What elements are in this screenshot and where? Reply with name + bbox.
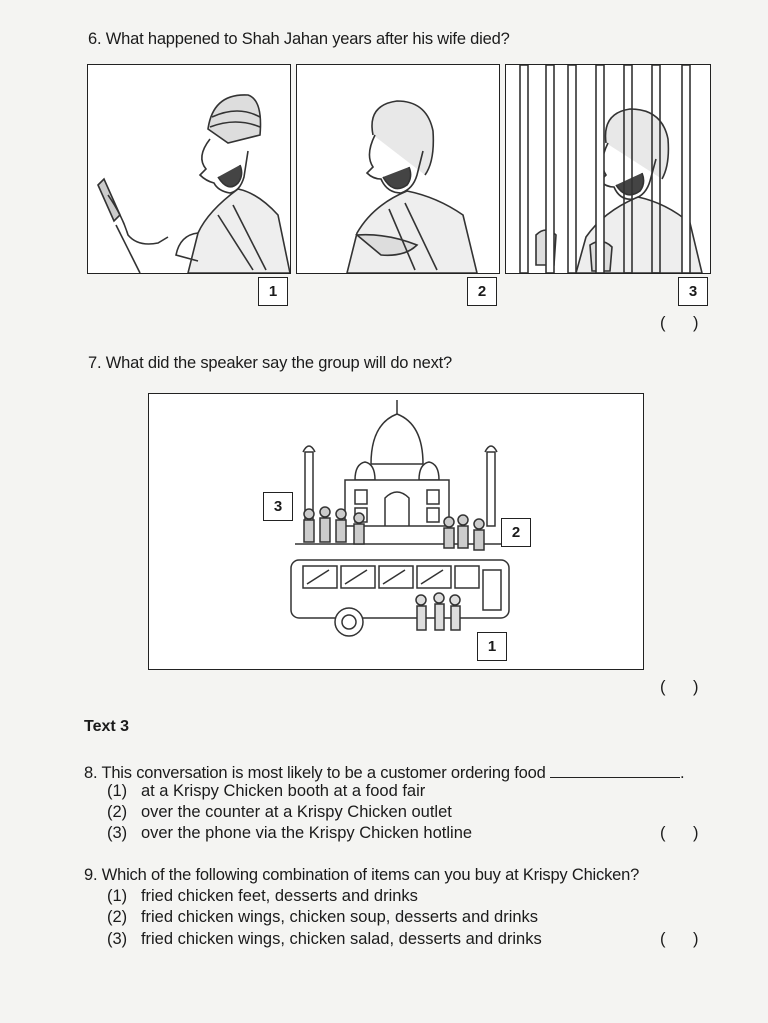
q6-label-3: 3 (678, 277, 708, 306)
q9-answer-bracket[interactable]: ( ) (660, 930, 699, 948)
question-8-stem: 8. This conversation is most likely to be a customer ordering food (84, 764, 546, 782)
q9-option-1[interactable] (107, 887, 418, 906)
q8-option-3-text: over the phone via the Krispy Chicken hotline (140, 824, 473, 842)
q8-option-1-num: (1) (107, 782, 128, 800)
question-6-text: 6. What happened to Shah Jahan years after his wife died? (88, 30, 510, 48)
q6-panel-1 (87, 64, 291, 274)
q9-option-3-num: (3) (107, 930, 128, 948)
q7-label-2: 2 (501, 518, 531, 547)
q8-option-2-text: over the counter at a Krispy Chicken outlet (140, 803, 452, 821)
q7-label-1: 1 (477, 632, 507, 661)
q6-label-1: 1 (258, 277, 288, 306)
taj-mahal-bus-illustration (149, 394, 643, 669)
q8-answer-bracket[interactable]: ( ) (660, 824, 699, 842)
question-9-text: 9. Which of the following combination of items can you buy at Krispy Chicken? (84, 866, 640, 884)
q9-option-3[interactable] (107, 930, 542, 949)
q9-option-1-text: fried chicken feet, desserts and drinks (140, 887, 418, 905)
q8-option-3-num: (3) (107, 824, 128, 842)
q9-option-2[interactable] (107, 908, 538, 927)
q8-option-2-num: (2) (107, 803, 128, 821)
section-title: Text 3 (84, 718, 130, 735)
q6-label-2: 2 (467, 277, 497, 306)
q8-option-3[interactable] (107, 824, 472, 843)
q7-scene-panel (148, 393, 644, 670)
q6-panel-2 (296, 64, 500, 274)
shah-jahan-prison-illustration (506, 65, 710, 273)
q8-option-1-text: at a Krispy Chicken booth at a food fair (140, 782, 426, 800)
q6-answer-bracket[interactable]: ( ) (660, 314, 699, 332)
shah-jahan-turban-illustration (88, 65, 290, 273)
q7-answer-bracket[interactable]: ( ) (660, 678, 699, 696)
question-8-blank (550, 763, 680, 778)
question-8-text: 8. This conversation is most likely to be a customer ordering food . (84, 764, 685, 782)
q7-label-3: 3 (263, 492, 293, 521)
q9-option-2-text: fried chicken wings, chicken soup, desserts and drinks (140, 908, 539, 926)
q9-option-2-num: (2) (107, 908, 128, 926)
q9-option-1-num: (1) (107, 887, 128, 905)
q6-panel-3 (505, 64, 711, 274)
shah-jahan-sad-illustration (297, 65, 499, 273)
q9-option-3-text: fried chicken wings, chicken salad, desserts and drinks (140, 930, 542, 948)
question-7-text: 7. What did the speaker say the group will do next? (88, 354, 453, 372)
q8-option-1[interactable] (107, 782, 425, 801)
q8-option-2[interactable] (107, 803, 452, 822)
